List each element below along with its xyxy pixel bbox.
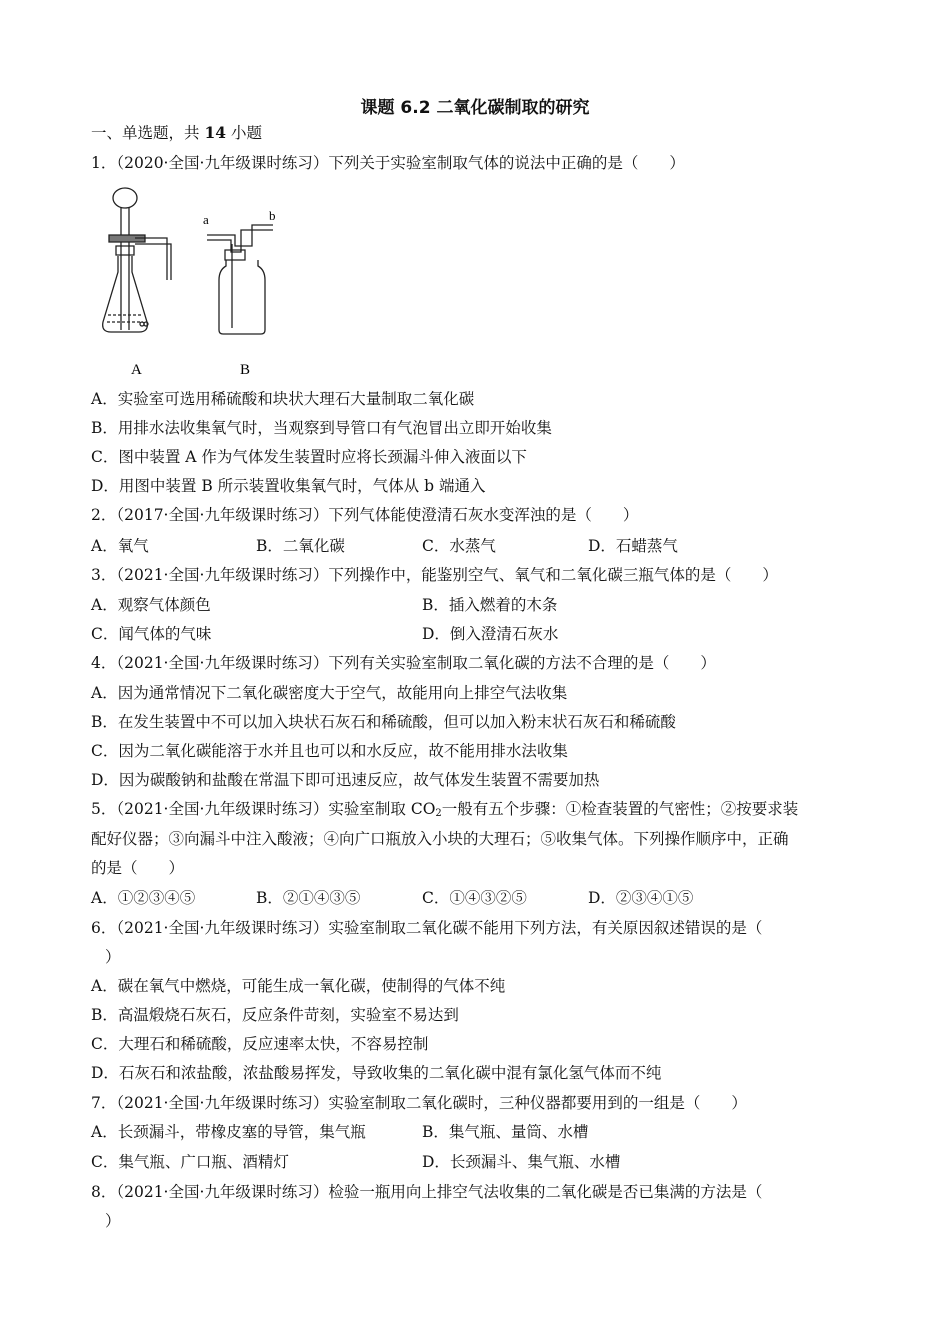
- q3-option-b: B．插入燃着的木条: [422, 596, 558, 614]
- figure-label-b: B: [240, 362, 251, 378]
- q4-option-a: A．因为通常情况下二氧化碳密度大于空气，故能用向上排空气法收集: [91, 684, 568, 702]
- q3-option-c: C．闻气体的气味: [91, 625, 212, 643]
- q4-option-d: D．因为碳酸钠和盐酸在常温下即可迅速反应，故气体发生装置不需要加热: [91, 771, 600, 789]
- q5-stem-line-2: 配好仪器；③向漏斗中注入酸液；④向广口瓶放入小块的大理石；⑤收集气体。下列操作顺序中，正确: [91, 830, 789, 848]
- q5-option-b: B．②①④③⑤: [256, 889, 361, 907]
- q7-option-b: B．集气瓶、量筒、水槽: [422, 1123, 589, 1141]
- q1-option-c: C．图中装置 A 作为气体发生装置时应将长颈漏斗伸入液面以下: [91, 448, 527, 466]
- port-a-label: a: [203, 212, 209, 227]
- flask-apparatus-a: [103, 188, 171, 332]
- q3-option-d: D．倒入澄清石灰水: [422, 625, 559, 643]
- q4-option-c: C．因为二氧化碳能溶于水并且也可以和水反应，故不能用排水法收集: [91, 742, 568, 760]
- q2-option-b: B．二氧化碳: [256, 537, 345, 555]
- q7-stem: 7．（2021·全国·九年级课时练习）实验室制取二氧化碳时，三种仪器都要用到的一组是（ ）: [91, 1094, 747, 1112]
- question-count: 14: [204, 123, 227, 142]
- q7-option-c: C．集气瓶、广口瓶、酒精灯: [91, 1153, 289, 1171]
- q2-option-c: C．水蒸气: [422, 537, 496, 555]
- q5-option-d: D．②③④①⑤: [588, 889, 694, 907]
- section-heading: [91, 123, 262, 143]
- q6-stem-line-1: 6．（2021·全国·九年级课时练习）实验室制取二氧化碳不能用下列方法，有关原因叙述错误的是（: [91, 919, 763, 937]
- q2-stem: 2．（2017·全国·九年级课时练习）下列气体能使澄清石灰水变浑浊的是（ ）: [91, 506, 639, 524]
- q5-stem-part-2: 一般有五个步骤：①检查装置的气密性；②按要求装: [441, 800, 799, 818]
- q6-option-c: C．大理石和稀硫酸，反应速率太快，不容易控制: [91, 1035, 429, 1053]
- q2-option-a: A．氧气: [91, 537, 149, 555]
- figure-label-a: A: [131, 362, 142, 378]
- q1-option-d: D．用图中装置 B 所示装置收集氧气时，气体从 b 端通入: [91, 477, 486, 495]
- q1-stem: 1．（2020·全国·九年级课时练习）下列关于实验室制取气体的说法中正确的是（ ）: [91, 154, 685, 172]
- q6-option-a: A．碳在氧气中燃烧，可能生成一氧化碳，使制得的气体不纯: [91, 977, 506, 995]
- q5-co2-subscript: 2: [435, 808, 442, 819]
- q5-option-c: C．①④③②⑤: [422, 889, 527, 907]
- q6-stem-line-2: ）: [105, 948, 121, 966]
- q6-option-b: B．高温煅烧石灰石，反应条件苛刻，实验室不易达到: [91, 1006, 459, 1024]
- q1-option-b: B．用排水法收集氧气时，当观察到导管口有气泡冒出立即开始收集: [91, 419, 552, 437]
- q8-stem-line-2: ）: [105, 1212, 121, 1230]
- q8-stem-line-1: 8．（2021·全国·九年级课时练习）检验一瓶用向上排空气法收集的二氧化碳是否已集满的方法是（: [91, 1183, 763, 1201]
- q4-stem: 4．（2021·全国·九年级课时练习）下列有关实验室制取二氧化碳的方法不合理的是（ ）: [91, 654, 716, 672]
- q7-option-a: A．长颈漏斗，带橡皮塞的导管，集气瓶: [91, 1123, 366, 1141]
- q5-stem-part-1: 5．（2021·全国·九年级课时练习）实验室制取 CO: [91, 800, 436, 818]
- gas-bottle-apparatus-b: [207, 225, 273, 334]
- q1-option-a: A．实验室可选用稀硫酸和块状大理石大量制取二氧化碳: [91, 390, 475, 408]
- q2-option-d: D．石蜡蒸气: [588, 537, 678, 555]
- q6-option-d: D．石灰石和浓盐酸，浓盐酸易挥发，导致收集的二氧化碳中混有氯化氢气体而不纯: [91, 1064, 662, 1082]
- q5-option-a: A．①②③④⑤: [91, 889, 196, 907]
- q5-stem-line-3: 的是（ ）: [91, 859, 185, 877]
- apparatus-figure: [95, 180, 295, 380]
- section-suffix: 小题: [226, 124, 262, 142]
- q3-stem: 3．（2021·全国·九年级课时练习）下列操作中，能鉴别空气、氧气和二氧化碳三瓶气体的是（ ）: [91, 566, 778, 584]
- q4-option-b: B．在发生装置中不可以加入块状石灰石和稀硫酸，但可以加入粉末状石灰石和稀硫酸: [91, 713, 676, 731]
- page-title: 课题 6.2 二氧化碳制取的研究: [360, 98, 590, 118]
- q7-option-d: D．长颈漏斗、集气瓶、水槽: [422, 1153, 621, 1171]
- section-prefix: 一、单选题，共: [91, 124, 205, 142]
- q5-stem-line-1: [91, 799, 798, 824]
- port-b-label: b: [269, 208, 276, 223]
- q3-option-a: A．观察气体颜色: [91, 596, 211, 614]
